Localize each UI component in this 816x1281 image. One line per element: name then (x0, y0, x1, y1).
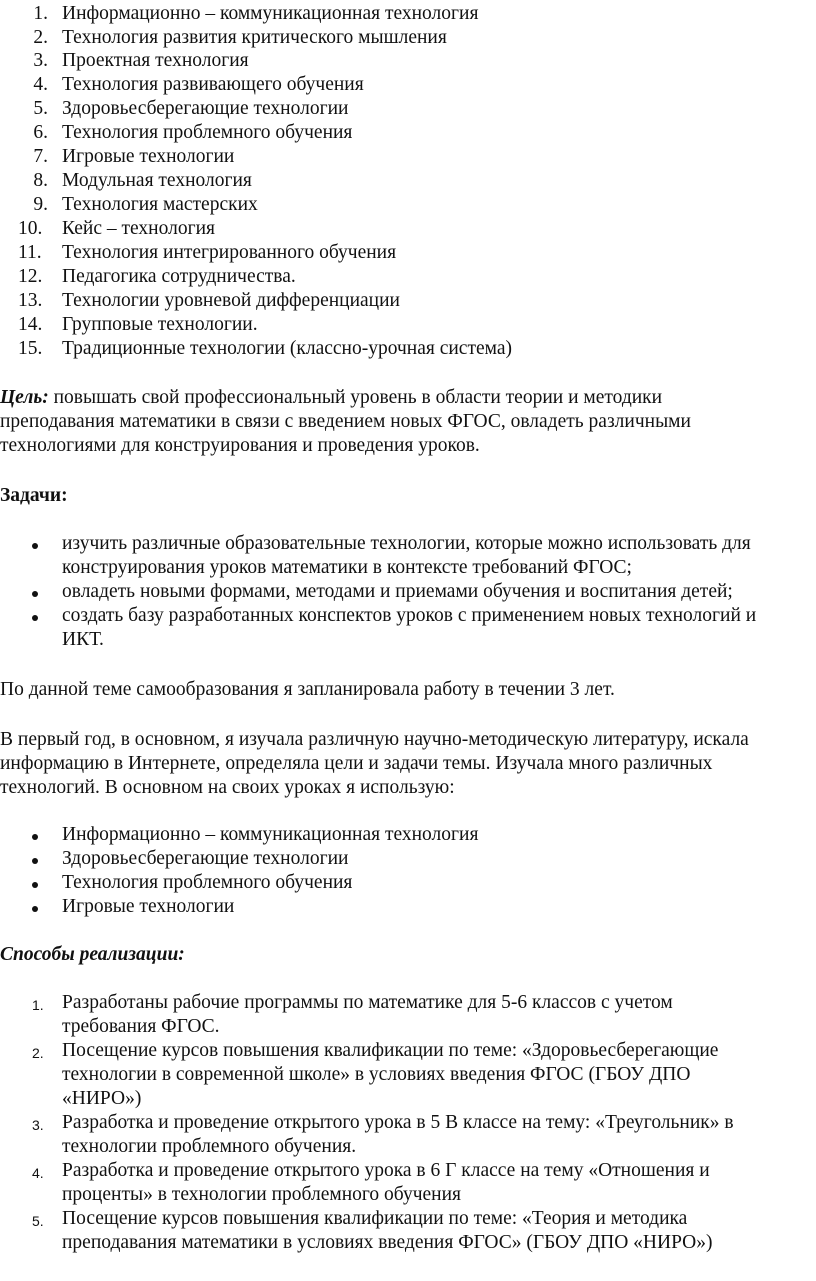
list-item: овладеть новыми формами, методами и приемами обучения и воспитания детей; (62, 581, 733, 602)
list-item-number: 10. (18, 218, 43, 239)
list-item-number: 3. (32, 1117, 44, 1133)
list-item-number: 6. (33, 122, 48, 143)
list-item-number: 1. (32, 997, 44, 1013)
list-item-number: 3. (33, 50, 48, 71)
list-item: технологии проблемного обучения. (62, 1136, 357, 1157)
list-item: Информационно – коммуникационная технология (62, 3, 479, 24)
list-item-number: 11. (18, 242, 42, 263)
list-item-number: 13. (18, 290, 43, 311)
list-item: Модульная технология (62, 170, 252, 191)
paragraph-line: информацию в Интернете, определяла цели и задачи темы. Изучала много различных (0, 753, 713, 774)
list-item-number: 14. (18, 314, 43, 335)
list-item-number: 1. (33, 3, 48, 24)
bullet-icon (32, 543, 38, 549)
bullet-icon (32, 834, 38, 840)
list-item: Групповые технологии. (62, 314, 258, 335)
list-item: Педагогика сотрудничества. (62, 266, 296, 287)
list-item: Технология мастерских (62, 194, 258, 215)
list-item-number: 2. (32, 1045, 44, 1061)
list-item-number: 2. (33, 27, 48, 48)
list-item: проценты» в технологии проблемного обучения (62, 1184, 462, 1205)
list-item: Технология развивающего обучения (62, 74, 364, 95)
paragraph-line: технологий. В основном на своих уроках я использую: (0, 777, 455, 798)
list-item: технологии в современной школе» в условиях введения ФГОС (ГБОУ ДПО (62, 1064, 691, 1085)
list-item: Технология интегрированного обучения (62, 242, 397, 263)
list-item-number: 7. (33, 146, 48, 167)
list-item-number: 4. (33, 74, 48, 95)
list-item: Технология развития критического мышления (62, 27, 447, 48)
list-item-number: 5. (33, 98, 48, 119)
plan-paragraph: По данной теме самообразования я запланировала работу в течении 3 лет. (0, 679, 615, 700)
list-item: Игровые технологии (62, 146, 235, 167)
bullet-icon (32, 858, 38, 864)
list-item: требования ФГОС. (62, 1016, 220, 1037)
list-item: Игровые технологии (62, 896, 235, 917)
list-item-number: 9. (33, 194, 48, 215)
list-item: изучить различные образовательные технологии, которые можно использовать для (62, 533, 751, 554)
list-item-number: 4. (32, 1165, 44, 1181)
bullet-icon (32, 591, 38, 597)
list-item: Посещение курсов повышения квалификации по теме: «Теория и методика (62, 1208, 688, 1229)
bullet-icon (32, 615, 38, 621)
list-item: конструирования уроков математики в контексте требований ФГОС; (62, 557, 632, 578)
list-item: Традиционные технологии (классно-урочная система) (62, 338, 512, 359)
list-item-number: 5. (32, 1213, 44, 1229)
list-item: Кейс – технология (62, 218, 215, 239)
list-item: создать базу разработанных конспектов уроков с применением новых технологий и (62, 605, 757, 626)
goal-text: технологиями для конструирования и проведения уроков. (0, 435, 480, 456)
list-item: Разработаны рабочие программы по математике для 5-6 классов с учетом (62, 992, 673, 1013)
list-item-number: 8. (33, 170, 48, 191)
list-item: Информационно – коммуникационная технология (62, 824, 479, 845)
tasks-heading: Задачи: (0, 485, 68, 506)
list-item: преподавания математики в условиях введения ФГОС» (ГБОУ ДПО «НИРО») (62, 1232, 713, 1253)
list-item: ИКТ. (62, 629, 104, 650)
paragraph-line: В первый год, в основном, я изучала различную научно-методическую литературу, искала (0, 729, 749, 750)
goal-label: Цель: (0, 387, 49, 408)
list-item: Здоровьесберегающие технологии (62, 848, 349, 869)
list-item-number: 12. (18, 266, 43, 287)
list-item: Разработка и проведение открытого урока в 6 Г классе на тему «Отношения и (62, 1160, 710, 1181)
list-item: Проектная технология (62, 50, 249, 71)
list-item: Разработка и проведение открытого урока в 5 В классе на тему: «Треугольник» в (62, 1112, 734, 1133)
goal-text: преподавания математики в связи с введением новых ФГОС, овладеть различными (0, 411, 691, 432)
methods-heading: Способы реализации: (0, 944, 185, 965)
list-item: «НИРО») (62, 1088, 142, 1109)
goal-text: повышать свой профессиональный уровень в области теории и методики (48, 387, 663, 408)
bullet-icon (32, 882, 38, 888)
bullet-icon (32, 906, 38, 912)
list-item: Технология проблемного обучения (62, 872, 353, 893)
list-item: Здоровьесберегающие технологии (62, 98, 349, 119)
list-item: Технологии уровневой дифференциации (62, 290, 400, 311)
list-item: Технология проблемного обучения (62, 122, 353, 143)
list-item: Посещение курсов повышения квалификации по теме: «Здоровьесберегающие (62, 1040, 719, 1061)
list-item-number: 15. (18, 338, 43, 359)
